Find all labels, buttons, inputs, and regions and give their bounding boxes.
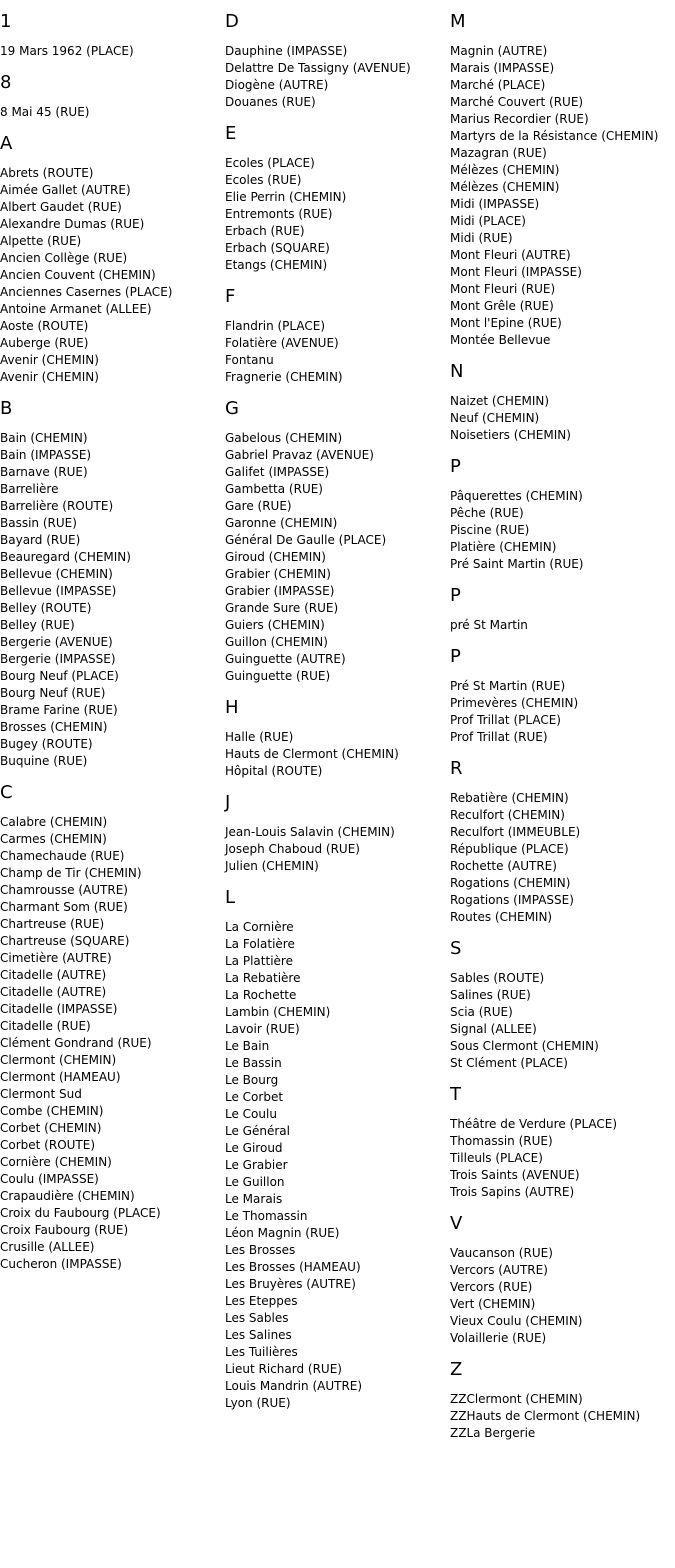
street-item: Le Général	[225, 1124, 290, 1138]
street-item: Fontanu	[225, 353, 274, 367]
section-letter: Z	[450, 1359, 463, 1380]
street-item: Croix Faubourg (RUE)	[0, 1223, 129, 1237]
street-item: Noisetiers (CHEMIN)	[450, 428, 571, 442]
street-item: Corbet (ROUTE)	[0, 1138, 96, 1152]
street-list	[450, 1116, 675, 1201]
street-item: Bellevue (IMPASSE)	[0, 584, 117, 598]
section-letter: T	[450, 1084, 461, 1105]
street-item: Grande Sure (RUE)	[225, 601, 339, 615]
street-item: Hauts de Clermont (CHEMIN)	[225, 747, 399, 761]
letter-section	[450, 1359, 675, 1442]
street-item: Bayard (RUE)	[0, 533, 81, 547]
street-item: Bergerie (IMPASSE)	[0, 652, 116, 666]
street-item: Bourg Neuf (RUE)	[0, 686, 106, 700]
street-item: Erbach (RUE)	[225, 224, 305, 238]
street-item: Rogations (CHEMIN)	[450, 876, 571, 890]
street-item: Calabre (CHEMIN)	[0, 815, 108, 829]
street-list	[225, 824, 447, 875]
street-item: Théâtre de Verdure (PLACE)	[450, 1117, 618, 1131]
street-item: Combe (CHEMIN)	[0, 1104, 104, 1118]
letter-section	[450, 11, 675, 349]
street-item: Sous Clermont (CHEMIN)	[450, 1039, 599, 1053]
section-letter: M	[450, 11, 466, 32]
street-list	[225, 430, 447, 685]
street-item: Mélèzes (CHEMIN)	[450, 163, 560, 177]
street-item: Le Corbet	[225, 1090, 284, 1104]
street-item: Rochette (AUTRE)	[450, 859, 557, 873]
letter-section	[0, 133, 222, 386]
street-item: Midi (PLACE)	[450, 214, 526, 228]
street-item: Bellevue (CHEMIN)	[0, 567, 113, 581]
street-item: La Rebatière	[225, 971, 301, 985]
street-list	[450, 1391, 675, 1442]
street-item: Ecoles (RUE)	[225, 173, 302, 187]
street-item: Crusille (ALLEE)	[0, 1240, 95, 1254]
letter-section	[450, 585, 675, 634]
street-item: Trois Sapins (AUTRE)	[450, 1185, 575, 1199]
street-item: Marius Recordier (RUE)	[450, 112, 589, 126]
letter-section	[450, 1084, 675, 1201]
letter-section	[225, 398, 447, 685]
street-item: Salines (RUE)	[450, 988, 531, 1002]
street-item: Chartreuse (RUE)	[0, 917, 105, 931]
column-2	[225, 0, 447, 1412]
letter-section	[450, 361, 675, 444]
letter-section	[225, 792, 447, 875]
street-item: Barrelière (ROUTE)	[0, 499, 114, 513]
column-3	[450, 0, 675, 1442]
street-item: Le Grabier	[225, 1158, 288, 1172]
street-item: 8 Mai 45 (RUE)	[0, 105, 90, 119]
street-item: Lyon (RUE)	[225, 1396, 291, 1410]
street-item: Rebatière (CHEMIN)	[450, 791, 569, 805]
street-item: Le Bourg	[225, 1073, 279, 1087]
street-item: Crapaudière (CHEMIN)	[0, 1189, 135, 1203]
street-item: La Plattière	[225, 954, 293, 968]
street-item: Le Giroud	[225, 1141, 283, 1155]
street-item: Trois Saints (AVENUE)	[450, 1168, 580, 1182]
letter-section	[0, 72, 222, 121]
street-item: Neuf (CHEMIN)	[450, 411, 540, 425]
section-letter: 1	[0, 11, 12, 32]
street-item: Mont Fleuri (IMPASSE)	[450, 265, 582, 279]
street-item: Les Eteppes	[225, 1294, 298, 1308]
letter-section	[225, 697, 447, 780]
street-item: Gabelous (CHEMIN)	[225, 431, 343, 445]
street-item: Magnin (AUTRE)	[450, 44, 548, 58]
section-letter: A	[0, 133, 13, 154]
street-item: Antoine Armanet (ALLEE)	[0, 302, 152, 316]
street-item: La Folatière	[225, 937, 295, 951]
letter-section	[450, 1213, 675, 1347]
street-item: Vieux Coulu (CHEMIN)	[450, 1314, 583, 1328]
street-item: Chartreuse (SQUARE)	[0, 934, 130, 948]
street-item: Mont Grêle (RUE)	[450, 299, 554, 313]
street-item: Joseph Chaboud (RUE)	[225, 842, 360, 856]
street-item: Diogène (AUTRE)	[225, 78, 329, 92]
section-letter: R	[450, 758, 463, 779]
street-item: Scia (RUE)	[450, 1005, 513, 1019]
street-item: Cimetière (AUTRE)	[0, 951, 112, 965]
street-item: Gambetta (RUE)	[225, 482, 323, 496]
street-item: Tilleuls (PLACE)	[450, 1151, 543, 1165]
street-item: Sables (ROUTE)	[450, 971, 545, 985]
street-item: Avenir (CHEMIN)	[0, 353, 99, 367]
section-letter: V	[450, 1213, 463, 1234]
street-item: Barrelière	[0, 482, 59, 496]
street-item: ZZHauts de Clermont (CHEMIN)	[450, 1409, 641, 1423]
street-item: Buquine (RUE)	[0, 754, 88, 768]
street-item: Vercors (RUE)	[450, 1280, 533, 1294]
street-item: Les Brosses	[225, 1243, 296, 1257]
street-list	[450, 617, 675, 634]
street-item: Midi (IMPASSE)	[450, 197, 540, 211]
street-item: Coulu (IMPASSE)	[0, 1172, 99, 1186]
street-item: Platière (CHEMIN)	[450, 540, 557, 554]
section-letter: L	[225, 887, 236, 908]
street-item: Les Bruyères (AUTRE)	[225, 1277, 356, 1291]
street-item: Les Brosses (HAMEAU)	[225, 1260, 361, 1274]
street-list	[225, 729, 447, 780]
street-item: Le Thomassin	[225, 1209, 308, 1223]
street-list	[225, 318, 447, 386]
street-item: Clermont (HAMEAU)	[0, 1070, 121, 1084]
street-list	[450, 970, 675, 1072]
section-letter: P	[450, 456, 461, 477]
street-item: Le Bassin	[225, 1056, 282, 1070]
street-list	[450, 393, 675, 444]
street-item: Erbach (SQUARE)	[225, 241, 330, 255]
street-item: Rogations (IMPASSE)	[450, 893, 574, 907]
street-item: Cucheron (IMPASSE)	[0, 1257, 122, 1271]
street-item: Piscine (RUE)	[450, 523, 530, 537]
section-letter: J	[225, 792, 231, 813]
street-item: Reculfort (IMMEUBLE)	[450, 825, 581, 839]
street-item: Martyrs de la Résistance (CHEMIN)	[450, 129, 659, 143]
street-item: Clermont (CHEMIN)	[0, 1053, 117, 1067]
section-letter: F	[225, 286, 236, 307]
section-letter: D	[225, 11, 239, 32]
letter-section	[0, 398, 222, 770]
street-item: Etangs (CHEMIN)	[225, 258, 328, 272]
street-item: Guillon (CHEMIN)	[225, 635, 328, 649]
street-item: Bain (IMPASSE)	[0, 448, 92, 462]
street-item: Primevères (CHEMIN)	[450, 696, 579, 710]
street-list	[225, 43, 447, 111]
street-item: Lavoir (RUE)	[225, 1022, 300, 1036]
street-item: Le Guillon	[225, 1175, 285, 1189]
street-item: Mont Fleuri (AUTRE)	[450, 248, 571, 262]
street-item: Cornière (CHEMIN)	[0, 1155, 112, 1169]
street-item: ZZLa Bergerie	[450, 1426, 536, 1440]
street-item: Guinguette (AUTRE)	[225, 652, 346, 666]
street-item: ZZClermont (CHEMIN)	[450, 1392, 583, 1406]
street-item: Signal (ALLEE)	[450, 1022, 537, 1036]
street-item: République (PLACE)	[450, 842, 569, 856]
letter-section	[225, 887, 447, 1412]
street-list	[0, 814, 222, 1273]
street-item: Guinguette (RUE)	[225, 669, 331, 683]
letter-section	[450, 646, 675, 746]
street-item: Le Bain	[225, 1039, 270, 1053]
street-item: Abrets (ROUTE)	[0, 166, 94, 180]
street-item: Belley (RUE)	[0, 618, 75, 632]
street-item: Le Marais	[225, 1192, 283, 1206]
street-item: Lambin (CHEMIN)	[225, 1005, 331, 1019]
street-list	[450, 43, 675, 349]
street-item: Flandrin (PLACE)	[225, 319, 326, 333]
street-item: Brame Farine (RUE)	[0, 703, 118, 717]
letter-section	[225, 123, 447, 274]
street-list	[0, 165, 222, 386]
street-list	[0, 430, 222, 770]
street-item: Belley (ROUTE)	[0, 601, 92, 615]
street-item: Jean-Louis Salavin (CHEMIN)	[225, 825, 395, 839]
street-item: Ancien Couvent (CHEMIN)	[0, 268, 156, 282]
street-item: Volaillerie (RUE)	[450, 1331, 547, 1345]
street-item: Clermont Sud	[0, 1087, 82, 1101]
street-item: Galifet (IMPASSE)	[225, 465, 330, 479]
column-1	[0, 0, 222, 1273]
street-item: Corbet (CHEMIN)	[0, 1121, 102, 1135]
letter-section	[225, 11, 447, 111]
street-list	[0, 104, 222, 121]
street-item: Clément Gondrand (RUE)	[0, 1036, 152, 1050]
street-list	[225, 919, 447, 1412]
street-item: Prof Trillat (RUE)	[450, 730, 548, 744]
letter-section	[450, 938, 675, 1072]
street-item: Vercors (AUTRE)	[450, 1263, 548, 1277]
street-item: Citadelle (AUTRE)	[0, 968, 107, 982]
section-letter: P	[450, 646, 461, 667]
street-item: Citadelle (RUE)	[0, 1019, 91, 1033]
street-item: Marché (PLACE)	[450, 78, 546, 92]
street-item: pré St Martin	[450, 618, 528, 632]
street-list	[450, 790, 675, 926]
street-item: Midi (RUE)	[450, 231, 513, 245]
street-item: Vert (CHEMIN)	[450, 1297, 536, 1311]
street-item: Fragnerie (CHEMIN)	[225, 370, 343, 384]
street-item: Léon Magnin (RUE)	[225, 1226, 340, 1240]
section-letter: S	[450, 938, 462, 959]
street-item: Alexandre Dumas (RUE)	[0, 217, 145, 231]
street-item: Grabier (IMPASSE)	[225, 584, 335, 598]
street-item: Alpette (RUE)	[0, 234, 82, 248]
street-item: Elie Perrin (CHEMIN)	[225, 190, 347, 204]
letter-section	[450, 456, 675, 573]
street-item: Entremonts (RUE)	[225, 207, 333, 221]
street-item: Routes (CHEMIN)	[450, 910, 553, 924]
street-item: Mazagran (RUE)	[450, 146, 547, 160]
street-item: Citadelle (IMPASSE)	[0, 1002, 118, 1016]
street-item: Albert Gaudet (RUE)	[0, 200, 122, 214]
street-item: Brosses (CHEMIN)	[0, 720, 108, 734]
section-letter: G	[225, 398, 239, 419]
street-item: Aoste (ROUTE)	[0, 319, 89, 333]
letter-section	[450, 758, 675, 926]
street-item: Pêche (RUE)	[450, 506, 524, 520]
street-list	[0, 43, 222, 60]
street-list	[450, 488, 675, 573]
street-item: Charmant Som (RUE)	[0, 900, 128, 914]
street-item: Mont l'Epine (RUE)	[450, 316, 562, 330]
street-item: Bergerie (AVENUE)	[0, 635, 113, 649]
street-item: Les Salines	[225, 1328, 292, 1342]
street-item: Pré Saint Martin (RUE)	[450, 557, 584, 571]
street-item: Citadelle (AUTRE)	[0, 985, 107, 999]
street-item: 19 Mars 1962 (PLACE)	[0, 44, 134, 58]
street-list	[450, 1245, 675, 1347]
letter-section	[0, 782, 222, 1273]
section-letter: B	[0, 398, 13, 419]
street-item: Naizet (CHEMIN)	[450, 394, 550, 408]
street-item: Julien (CHEMIN)	[225, 859, 319, 873]
street-item: Montée Bellevue	[450, 333, 551, 347]
street-item: Mélèzes (CHEMIN)	[450, 180, 560, 194]
street-item: Chamechaude (RUE)	[0, 849, 125, 863]
street-item: Le Coulu	[225, 1107, 277, 1121]
street-item: Carmes (CHEMIN)	[0, 832, 107, 846]
street-item: Pâquerettes (CHEMIN)	[450, 489, 583, 503]
street-item: Marais (IMPASSE)	[450, 61, 555, 75]
street-item: Les Sables	[225, 1311, 289, 1325]
street-item: Chamrousse (AUTRE)	[0, 883, 128, 897]
street-item: Marché Couvert (RUE)	[450, 95, 584, 109]
section-letter: 8	[0, 72, 12, 93]
street-item: Mont Fleuri (RUE)	[450, 282, 556, 296]
street-item: Dauphine (IMPASSE)	[225, 44, 348, 58]
street-item: Avenir (CHEMIN)	[0, 370, 99, 384]
street-item: Beauregard (CHEMIN)	[0, 550, 131, 564]
street-item: Giroud (CHEMIN)	[225, 550, 326, 564]
street-item: Delattre De Tassigny (AVENUE)	[225, 61, 411, 75]
street-item: Barnave (RUE)	[0, 465, 88, 479]
letter-section	[0, 11, 222, 60]
street-item: Louis Mandrin (AUTRE)	[225, 1379, 363, 1393]
street-item: Lieut Richard (RUE)	[225, 1362, 342, 1376]
street-item: Pré St Martin (RUE)	[450, 679, 566, 693]
street-item: Folatière (AVENUE)	[225, 336, 339, 350]
street-list	[450, 678, 675, 746]
street-item: Général De Gaulle (PLACE)	[225, 533, 387, 547]
street-item: Garonne (CHEMIN)	[225, 516, 338, 530]
street-item: Bugey (ROUTE)	[0, 737, 93, 751]
street-item: Champ de Tir (CHEMIN)	[0, 866, 142, 880]
street-item: Aimée Gallet (AUTRE)	[0, 183, 131, 197]
section-letter: C	[0, 782, 13, 803]
street-item: Grabier (CHEMIN)	[225, 567, 331, 581]
street-item: Douanes (RUE)	[225, 95, 316, 109]
street-item: Bassin (RUE)	[0, 516, 77, 530]
street-item: La Rochette	[225, 988, 297, 1002]
street-item: Anciennes Casernes (PLACE)	[0, 285, 173, 299]
street-item: Prof Trillat (PLACE)	[450, 713, 561, 727]
section-letter: E	[225, 123, 237, 144]
street-item: Reculfort (CHEMIN)	[450, 808, 565, 822]
street-item: Auberge (RUE)	[0, 336, 89, 350]
section-letter: P	[450, 585, 461, 606]
street-item: Ecoles (PLACE)	[225, 156, 315, 170]
letter-section	[225, 286, 447, 386]
street-item: St Clément (PLACE)	[450, 1056, 568, 1070]
street-item: Croix du Faubourg (PLACE)	[0, 1206, 161, 1220]
street-item: Guiers (CHEMIN)	[225, 618, 325, 632]
street-item: Bain (CHEMIN)	[0, 431, 88, 445]
street-item: Halle (RUE)	[225, 730, 294, 744]
street-item: Gare (RUE)	[225, 499, 292, 513]
street-item: Gabriel Pravaz (AVENUE)	[225, 448, 374, 462]
street-item: Vaucanson (RUE)	[450, 1246, 553, 1260]
street-item: Les Tuilières	[225, 1345, 298, 1359]
section-letter: N	[450, 361, 464, 382]
street-item: Hôpital (ROUTE)	[225, 764, 323, 778]
street-item: Bourg Neuf (PLACE)	[0, 669, 119, 683]
street-list	[225, 155, 447, 274]
street-item: Ancien Collège (RUE)	[0, 251, 128, 265]
street-item: Thomassin (RUE)	[450, 1134, 553, 1148]
street-item: La Cornière	[225, 920, 294, 934]
section-letter: H	[225, 697, 239, 718]
